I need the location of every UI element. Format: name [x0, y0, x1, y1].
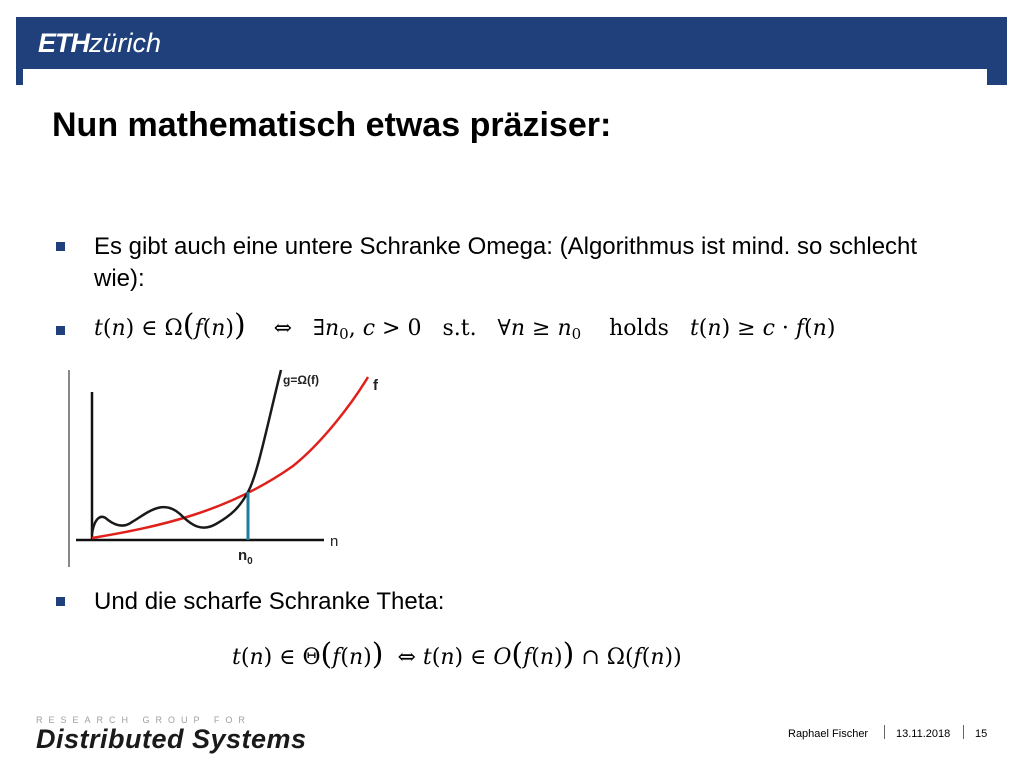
slide-title: Nun mathematisch etwas präziser: — [52, 106, 612, 144]
header-bar-tab-right — [987, 69, 1007, 85]
footer-distributed-systems: Distributed Systems — [36, 724, 307, 754]
footer-author: Raphael Fischer — [788, 728, 869, 740]
footer-separator — [963, 725, 964, 739]
bullet-marker — [56, 242, 65, 251]
bullet-marker — [56, 326, 65, 335]
bullet-marker — [56, 597, 65, 606]
logo-eth: ETH — [38, 28, 89, 58]
header-bar — [16, 17, 1007, 69]
label-g-omega-f: g=Ω(f) — [283, 373, 319, 387]
g-curve — [92, 370, 281, 534]
footer-separator — [884, 725, 885, 739]
label-n0-sub: 0 — [247, 556, 253, 567]
label-n0-base: n — [238, 547, 248, 564]
label-n: n — [330, 533, 339, 550]
header-bar-tab-left — [16, 69, 23, 85]
formula-theta-definition: t(n) ∈ Θ(f(n)) ⇔ t(n) ∈ O(f(n)) ∩ Ω(f(n)) — [232, 637, 682, 672]
footer-date: 13.11.2018 — [896, 728, 951, 740]
footer-page-number: 15 — [975, 728, 988, 740]
bullet-text-omega: Es gibt auch eine untere Schranke Omega: (Algorithmus ist mind. so schlecht wie): — [94, 233, 918, 292]
omega-graph — [68, 362, 390, 572]
eth-logo — [38, 29, 161, 57]
formula-omega-definition: t(n) ∈ Ω(f(n)) ⇔ $\exists n_0$, c > 0 s.t. ∀n ≥ $n_0$ holds t(n) ≥ c · f(n) — [94, 308, 836, 343]
bullet-text-theta: Und die scharfe Schranke Theta: — [94, 588, 445, 615]
label-n0 — [238, 547, 253, 567]
label-f: f — [373, 377, 378, 394]
footer-research-group: RESEARCH GROUP FOR — [36, 715, 251, 725]
logo-zurich: zürich — [89, 28, 162, 58]
